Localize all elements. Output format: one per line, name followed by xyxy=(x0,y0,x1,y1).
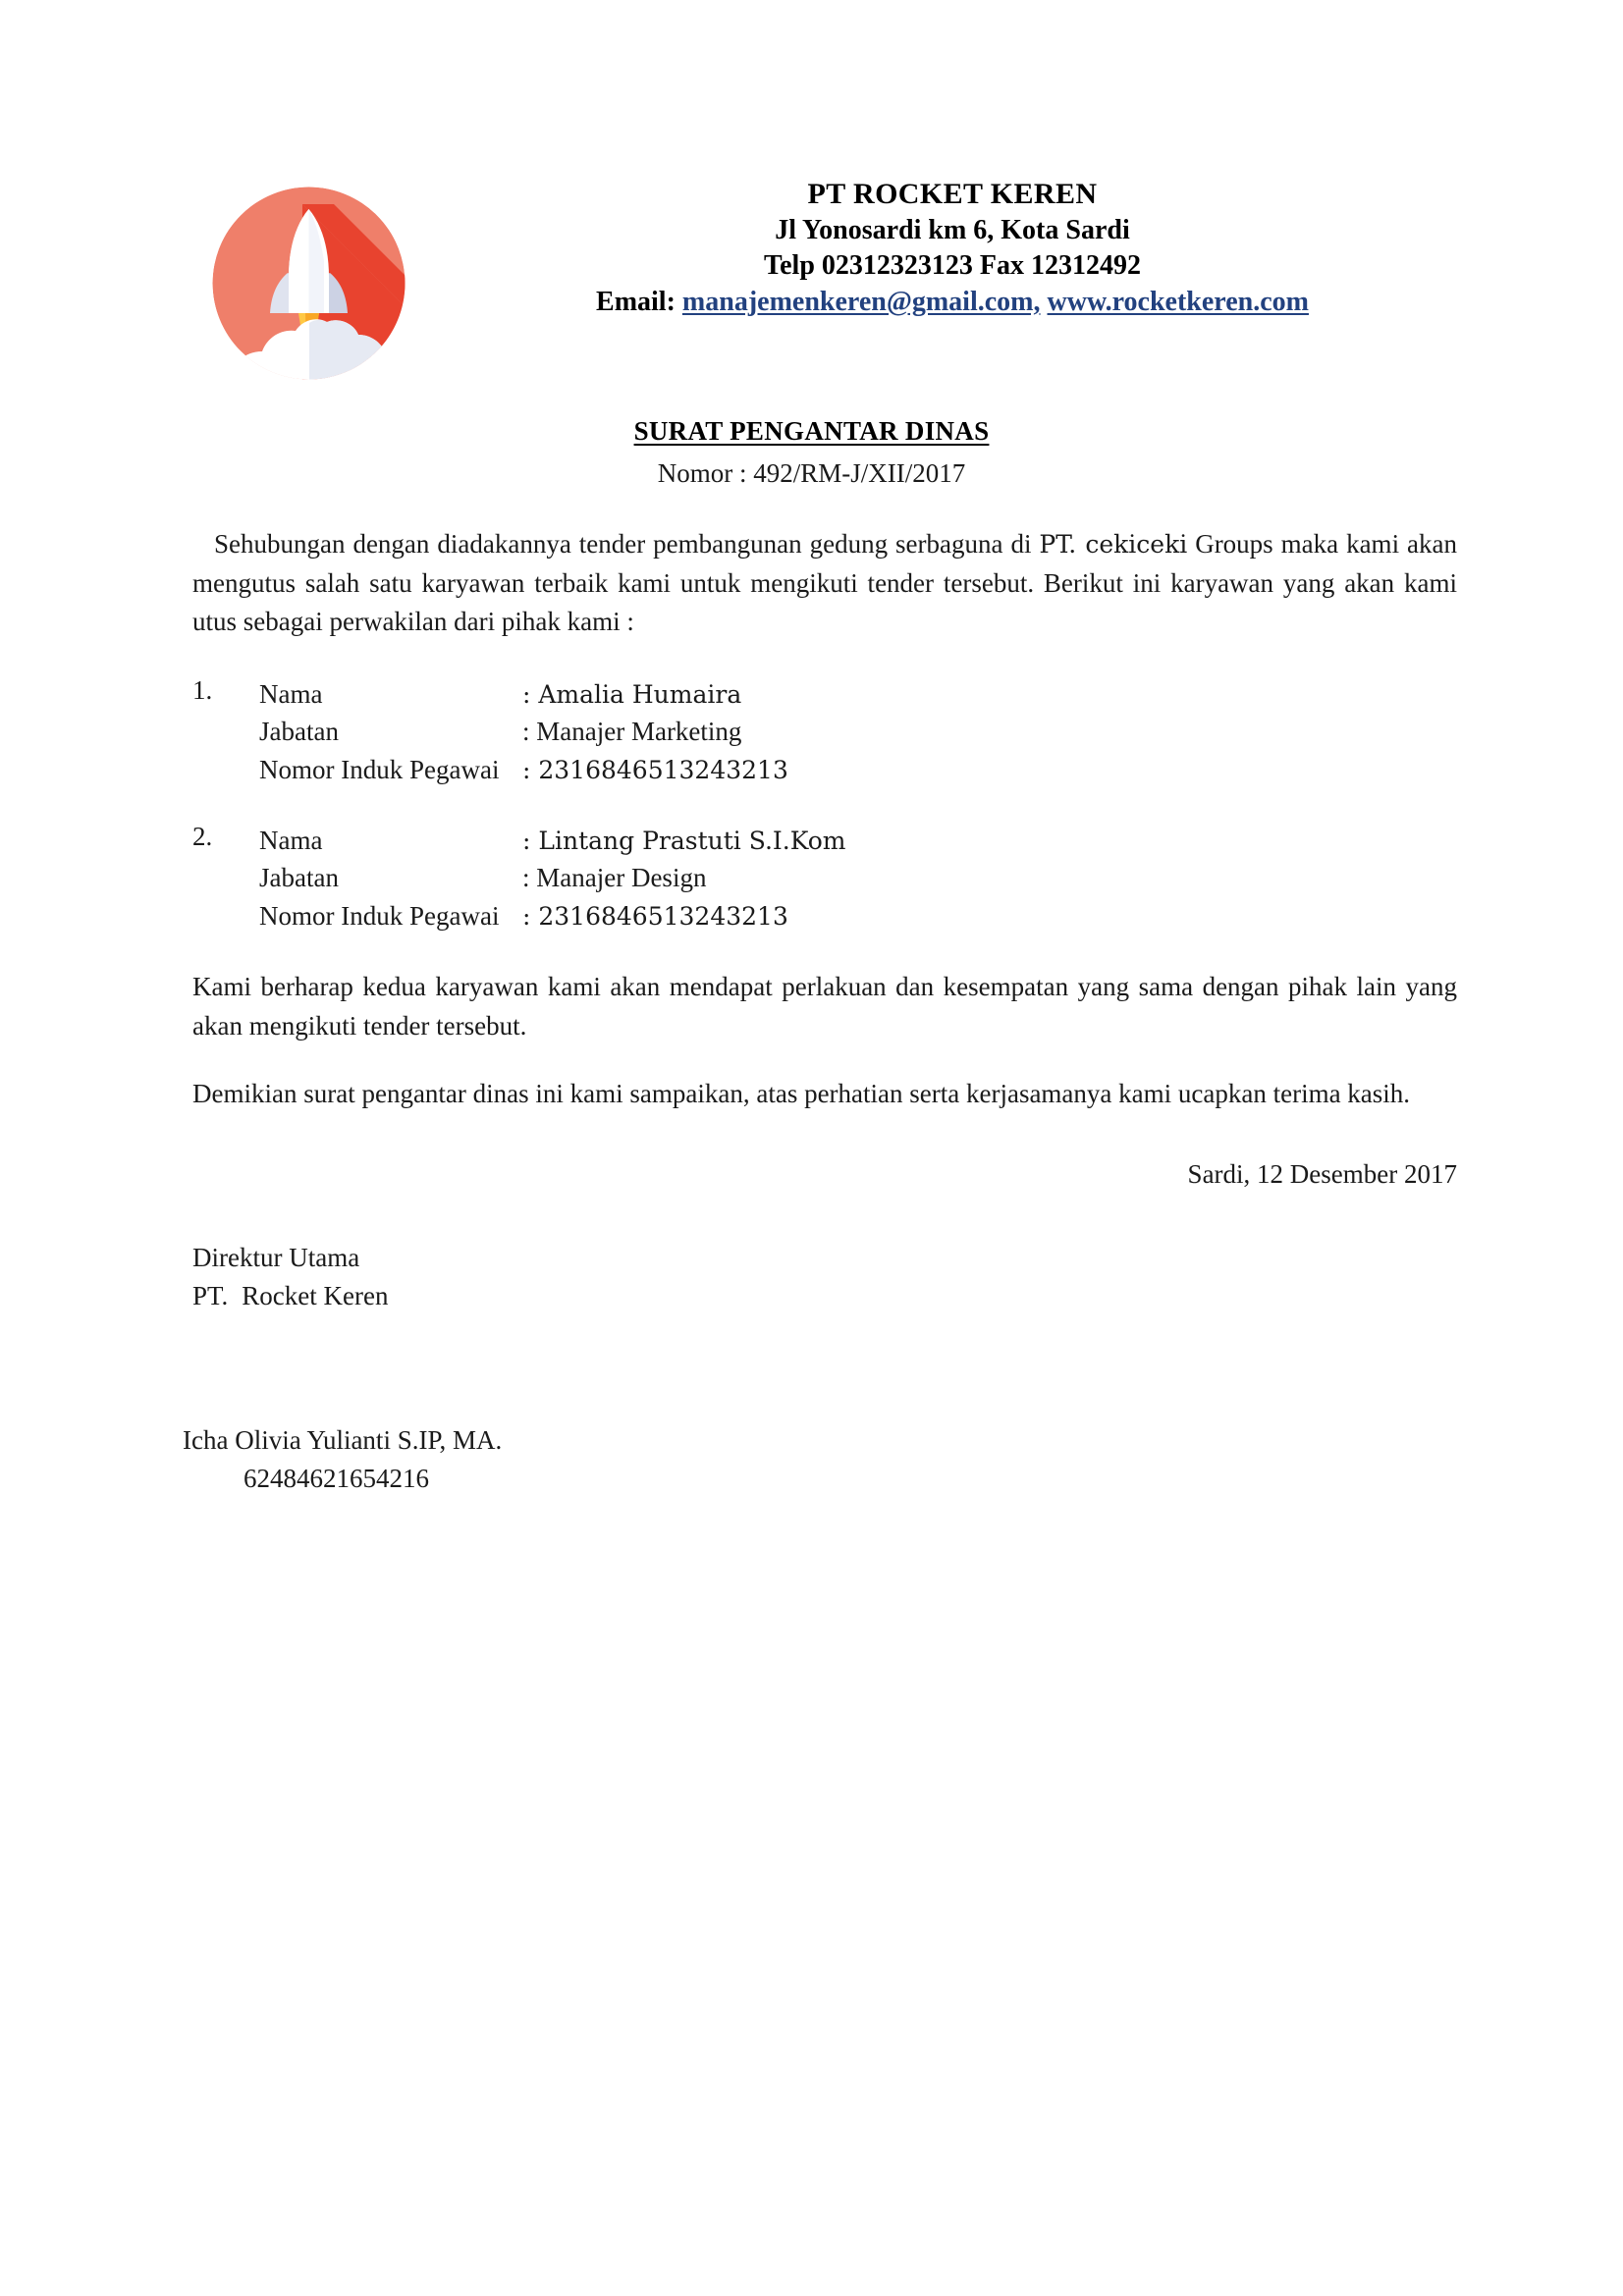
field-label-jabatan: Jabatan xyxy=(259,863,339,893)
table-row xyxy=(259,897,1457,934)
employee-list xyxy=(192,675,1457,934)
website-link[interactable]: www.rocketkeren.com xyxy=(1047,286,1309,317)
field-label-nip: Nomor Induk Pegawai xyxy=(259,900,500,931)
field-label-jabatan: Jabatan xyxy=(259,717,339,747)
field-value-jabatan: : Manajer Marketing xyxy=(522,717,742,747)
hope-paragraph: Kami berharap kedua karyawan kami akan mendapat perlakuan dan kesempatan yang sama dengan pihak lain yang akan mengikuti tender tersebut. xyxy=(192,972,1457,1041)
company-prefix: PT. xyxy=(192,1281,229,1311)
letterhead xyxy=(0,175,1623,410)
list-item xyxy=(192,675,1457,788)
intro-company-name: PT. cekiceki xyxy=(1039,530,1188,559)
company-short-name: Rocket Keren xyxy=(242,1281,389,1311)
intro-text-part2: Groups maka kami akan mengutus salah satu karyawan terbaik kami untuk mengikuti tender tersebut. Berikut ini karyawan yang akan kami utus sebagai perwakilan dari pihak kami : xyxy=(192,529,1457,637)
signer-id-number: 62484621654216 xyxy=(243,1463,429,1493)
list-item-number: 2. xyxy=(192,822,213,852)
intro-text-part1: Sehubungan dengan diadakannya tender pembangunan gedung serbaguna di xyxy=(214,529,1040,559)
intro-paragraph xyxy=(192,525,1457,642)
place-text: Sardi xyxy=(1187,1159,1244,1190)
company-phone-fax: Telp 02312323123 Fax 12312492 xyxy=(764,250,1141,282)
list-item xyxy=(192,822,1457,934)
company-name: PT ROCKET KEREN xyxy=(807,178,1098,210)
list-item-fields xyxy=(259,675,1457,788)
signer-company xyxy=(192,1277,1457,1315)
field-value-nip: : 2316846513243213 xyxy=(522,755,788,784)
table-row xyxy=(259,859,1457,896)
email-link[interactable]: manajemenkeren@gmail.com, xyxy=(681,286,1041,317)
field-value-nama: : Amalia Humaira xyxy=(522,680,742,710)
signature-block xyxy=(192,1239,1457,1315)
page-title: SURAT PENGANTAR DINAS xyxy=(633,416,990,446)
signer-position: Direktur Utama xyxy=(192,1243,360,1273)
field-label-nama: Nama xyxy=(259,826,323,856)
document-title-block xyxy=(0,416,1623,489)
list-item-number: 1. xyxy=(192,675,213,706)
rocket-logo-icon xyxy=(208,183,409,384)
signer-identity xyxy=(183,1421,1457,1497)
date-text: , 12 Desember 2017 xyxy=(1243,1159,1457,1190)
field-value-nama: : Lintang Prastuti S.I.Kom xyxy=(522,827,846,856)
list-item-fields xyxy=(259,822,1457,934)
field-label-nip: Nomor Induk Pegawai xyxy=(259,754,500,784)
company-address: Jl Yonosardi km 6, Kota Sardi xyxy=(775,215,1130,245)
field-value-jabatan: : Manajer Design xyxy=(522,863,707,893)
field-value-nip: : 2316846513243213 xyxy=(522,901,788,931)
company-contact-line xyxy=(412,285,1492,320)
table-row xyxy=(259,822,1457,859)
signer-name: Icha Olivia Yulianti S.IP, MA. xyxy=(183,1425,503,1456)
email-label: Email: xyxy=(596,286,676,317)
closing-paragraph: Demikian surat pengantar dinas ini kami sampaikan, atas perhatian serta kerjasamanya kami ucapkan terima kasih. xyxy=(192,1079,1411,1109)
field-label-nama: Nama xyxy=(259,679,323,710)
document-number: Nomor : 492/RM-J/XII/2017 xyxy=(657,458,966,488)
place-and-date xyxy=(192,1159,1457,1190)
table-row xyxy=(259,675,1457,713)
table-row xyxy=(259,713,1457,750)
organization-details xyxy=(412,175,1492,320)
document-body xyxy=(183,525,1457,1497)
table-row xyxy=(259,751,1457,788)
